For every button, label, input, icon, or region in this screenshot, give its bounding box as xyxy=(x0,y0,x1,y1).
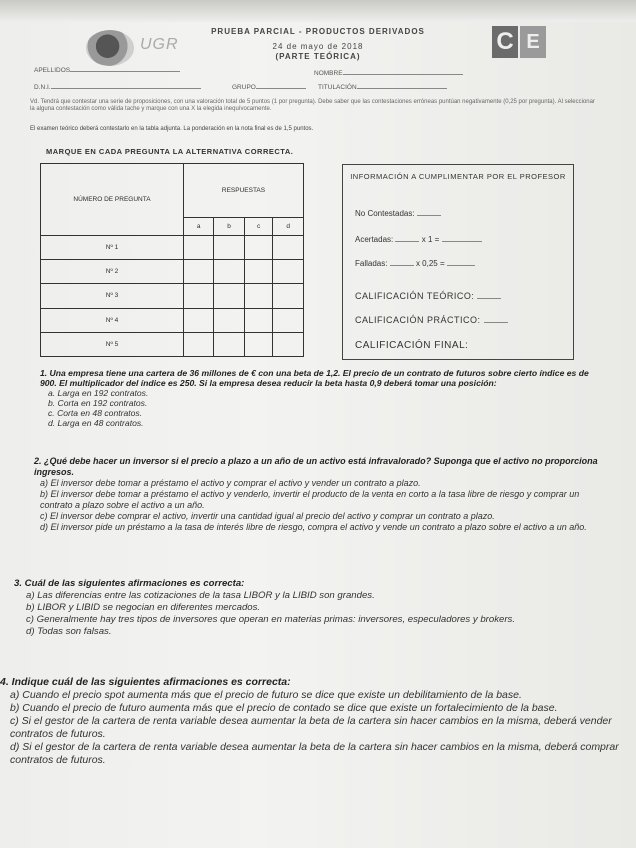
question-3 xyxy=(14,578,614,638)
instructions-text: Vd. Tendrá que contestar una serie de proposiciones, con una valoración total de 5 puntos (1 por pregunta). Debe saber que las contestaciones erróneas puntúan negativamente (0,25 por pregunta). Al seleccionar la alguna contestación como válida tache y marque con una X la elegida inequívocamente. xyxy=(30,99,595,112)
question-2-option-d[interactable]: d) El inversor pide un préstamo a la tasa de interés libre de riesgo, compra el activo y vende un contrato a plazo sobre el activo a un año. xyxy=(40,522,587,532)
question-2-text: 2. ¿Qué debe hacer un inversor si el precio a plazo a un año de un activo está infravalorado? Suponga que el activo no proporciona ingresos. xyxy=(34,456,598,477)
answer-grid xyxy=(40,163,304,357)
question-1 xyxy=(40,368,600,428)
question-row-label: Nº 4 xyxy=(41,308,184,332)
question-4-option-d[interactable]: d) Si el gestor de la cartera de renta variable desea aumentar la beta de la cartera sin hacer cambios en la misma, deberá comprar contratos de futuros. xyxy=(10,741,619,766)
question-4-option-c[interactable]: c) Si el gestor de la cartera de renta variable desea aumentar la beta de la cartera sin hacer cambios en la misma, deberá vender contratos de futuros. xyxy=(10,715,612,740)
option-d-header: d xyxy=(273,218,304,236)
theory-grade-label: CALIFICACIÓN TEÓRICO: xyxy=(355,291,501,301)
exam-date: 24 de mayo de 2018 xyxy=(272,42,364,51)
teacher-info-box xyxy=(342,164,574,360)
answer-cell[interactable] xyxy=(184,308,214,332)
answer-cell[interactable] xyxy=(184,236,214,260)
group-field[interactable]: GRUPO xyxy=(232,84,306,91)
question-3-option-b[interactable]: b) LIBOR y LIBID se negocian en diferentes mercados. xyxy=(26,602,261,613)
top-shadow xyxy=(0,0,636,22)
question-4-option-a[interactable]: a) Cuando el precio spot aumenta más que el precio de futuro se dice que existe un debilitamiento de la base. xyxy=(10,689,522,701)
instructions-weight: El examen teórico deberá contestarlo en la tabla adjunta. La ponderación en la nota final es de 1,5 puntos. xyxy=(30,126,314,132)
answer-cell[interactable] xyxy=(184,284,214,308)
correct-label: Acertadas: x 1 = xyxy=(355,235,482,244)
question-2-option-b[interactable]: b) El inversor debe tomar a préstamo el activo y venderlo, invertir el producto de la venta en corto a la tasa libre de riesgo y comprar un contrato a plazo sobre el activo a un año. xyxy=(40,489,580,510)
question-1-option-c[interactable]: c. Corta en 48 contratos. xyxy=(48,408,143,418)
answer-cell[interactable] xyxy=(214,284,244,308)
answer-cell[interactable] xyxy=(214,260,244,284)
question-row-label: Nº 3 xyxy=(41,284,184,308)
exam-part: (PARTE TEÓRICA) xyxy=(275,52,361,61)
answer-instruction: MARQUE EN CADA PREGUNTA LA ALTERNATIVA CORRECTA. xyxy=(46,147,294,156)
answer-cell[interactable] xyxy=(214,236,244,260)
answer-cell[interactable] xyxy=(273,284,304,308)
unanswered-label: No Contestadas: xyxy=(355,209,441,218)
id-field[interactable]: D.N.I. xyxy=(34,84,201,91)
wrong-label: Falladas: x 0,25 = xyxy=(355,259,475,268)
practice-grade-label: CALIFICACIÓN PRÁCTICO: xyxy=(355,315,508,325)
answer-cell[interactable] xyxy=(273,236,304,260)
answer-cell[interactable] xyxy=(184,332,214,356)
option-b-header: b xyxy=(214,218,244,236)
teacher-box-title: INFORMACIÓN A CUMPLIMENTAR POR EL PROFESOR xyxy=(350,172,566,181)
question-row-label: Nº 1 xyxy=(41,236,184,260)
question-3-text: 3. Cuál de las siguientes afirmaciones es correcta: xyxy=(14,578,245,589)
final-grade-label: CALIFICACIÓN FINAL: xyxy=(355,340,469,351)
question-3-option-a[interactable]: a) Las diferencias entre las cotizaciones de la tasa LIBOR y la LIBID son grandes. xyxy=(26,590,375,601)
question-row-label: Nº 2 xyxy=(41,260,184,284)
degree-field[interactable]: TITULACIÓN xyxy=(318,84,447,91)
answer-cell[interactable] xyxy=(244,308,273,332)
question-4-option-b[interactable]: b) Cuando el precio de futuro aumenta más que el precio de contado se dice que existe un fortalecimiento de la base. xyxy=(10,702,558,714)
answer-cell[interactable] xyxy=(214,332,244,356)
exam-title: PRUEBA PARCIAL - PRODUCTOS DERIVADOS xyxy=(211,27,425,36)
question-3-option-c[interactable]: c) Generalmente hay tres tipos de inversores que operan en materias primas: inversores, especuladores y brokers. xyxy=(26,614,515,625)
answer-cell[interactable] xyxy=(244,236,273,260)
question-4-text: 4. Indique cuál de las siguientes afirmaciones es correcta: xyxy=(0,676,291,688)
answer-cell[interactable] xyxy=(244,332,273,356)
surname-field[interactable]: APELLIDOS xyxy=(34,67,180,74)
answers-header: RESPUESTAS xyxy=(184,164,304,218)
question-row-label: Nº 5 xyxy=(41,332,184,356)
question-4 xyxy=(0,676,630,767)
answer-cell[interactable] xyxy=(244,260,273,284)
question-1-option-b[interactable]: b. Corta en 192 contratos. xyxy=(48,398,148,408)
question-number-header: NÚMERO DE PREGUNTA xyxy=(41,164,184,236)
answer-cell[interactable] xyxy=(184,260,214,284)
answer-cell[interactable] xyxy=(214,308,244,332)
answer-cell[interactable] xyxy=(273,260,304,284)
logo-text: UGR xyxy=(140,36,179,53)
question-1-text: 1. Una empresa tiene una cartera de 36 millones de € con una beta de 1,2. El precio de un contrato de futuros sobre cierto índice es de 900. El multiplicador del índice es 250. Si la empresa desea reducir la beta hasta 0,9 deberá tomar una posición: xyxy=(40,368,589,388)
brand-logo: C E xyxy=(492,26,548,58)
question-2-option-a[interactable]: a) El inversor debe tomar a préstamo el activo y comprar el activo y vender un contrato a plazo. xyxy=(40,478,421,488)
question-3-option-d[interactable]: d) Todas son falsas. xyxy=(26,626,112,637)
answer-cell[interactable] xyxy=(244,284,273,308)
answer-cell[interactable] xyxy=(273,332,304,356)
question-2 xyxy=(34,456,602,533)
question-1-option-a[interactable]: a. Larga en 192 contratos. xyxy=(48,388,149,398)
answer-cell[interactable] xyxy=(273,308,304,332)
name-field[interactable]: NOMBRE xyxy=(314,70,463,77)
option-c-header: c xyxy=(244,218,273,236)
option-a-header: a xyxy=(184,218,214,236)
question-2-option-c[interactable]: c) El inversor debe comprar el activo, invertir una cantidad igual al precio del activo y comprar un contrato a plazo. xyxy=(40,511,495,521)
question-1-option-d[interactable]: d. Larga en 48 contratos. xyxy=(48,418,144,428)
